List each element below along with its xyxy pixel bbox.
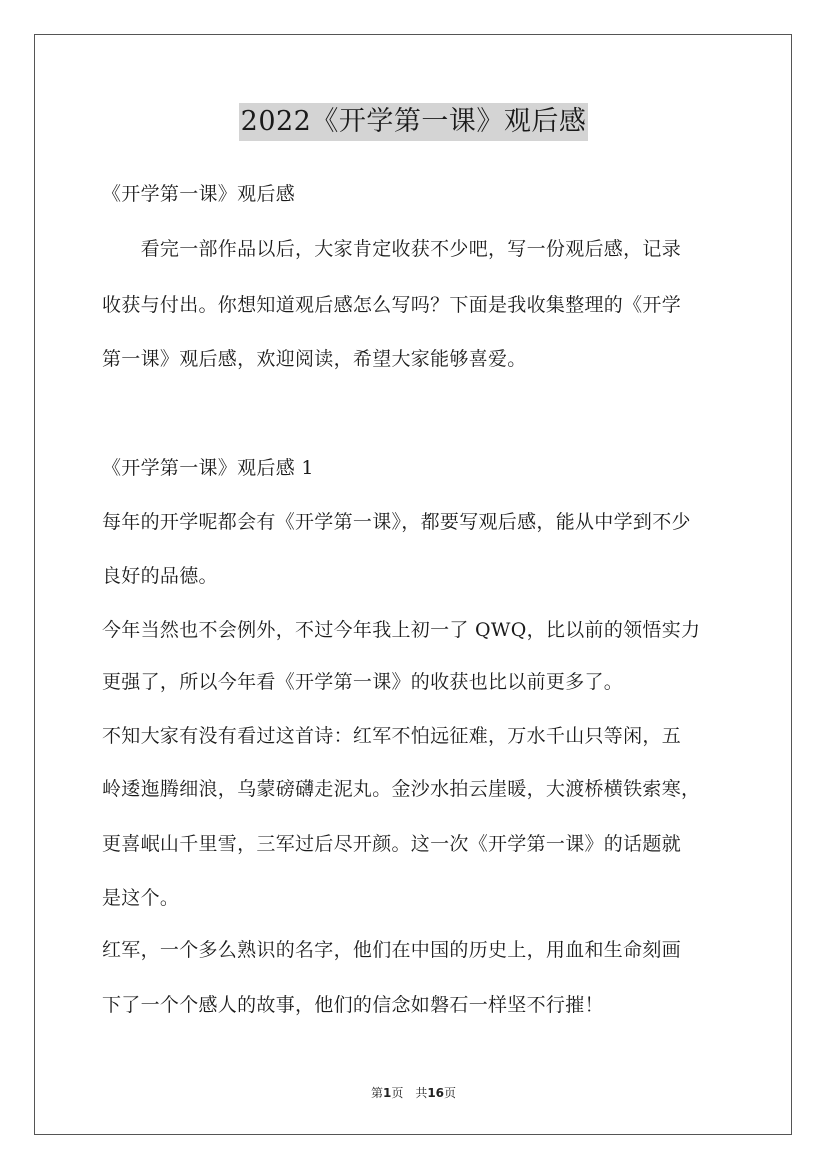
paragraph-line: 今年当然也不会例外，不过今年我上初一了 QWQ，比以前的领悟实力 [102, 619, 701, 641]
paragraph-line: 每年的开学呢都会有《开学第一课》，都要写观后感，能从中学到不少 [102, 511, 691, 533]
subtitle: 《开学第一课》观后感 [102, 183, 296, 205]
footer-page-mid: 页 共 [391, 1086, 428, 1100]
footer-page-current: 1 [382, 1086, 392, 1100]
section-heading: 《开学第一课》观后感 1 [102, 457, 314, 479]
paragraph-line: 岭逶迤腾细浪，乌蒙磅礴走泥丸。金沙水拍云崖暖，大渡桥横铁索寒， [102, 778, 701, 800]
paragraph-line: 更强了，所以今年看《开学第一课》的收获也比以前更多了。 [102, 671, 624, 693]
document-title: 2022《开学第一课》观后感 [239, 103, 589, 141]
footer-page-suffix: 页 [444, 1086, 457, 1100]
footer-page-total: 16 [427, 1086, 445, 1100]
paragraph-line: 良好的品德。 [102, 565, 218, 587]
paragraph-line: 下了一个个感人的故事，他们的信念如磐石一样坚不行摧！ [102, 994, 604, 1016]
paragraph-line: 红军，一个多么熟识的名字，他们在中国的历史上，用血和生命刻画 [102, 939, 682, 961]
paragraph-line: 更喜岷山千里雪，三军过后尽开颜。这一次《开学第一课》的话题就 [102, 833, 682, 855]
paragraph-line: 不知大家有没有看过这首诗：红军不怕远征难，万水千山只等闲，五 [102, 725, 682, 747]
paragraph-line: 看完一部作品以后，大家肯定收获不少吧，写一份观后感，记录 [102, 238, 682, 260]
paragraph-line: 收获与付出。你想知道观后感怎么写吗？下面是我收集整理的《开学 [102, 294, 682, 316]
paragraph-line: 是这个。 [102, 887, 180, 909]
page-footer [0, 1084, 827, 1101]
paragraph-line: 第一课》观后感，欢迎阅读，希望大家能够喜爱。 [102, 348, 527, 370]
title-wrap [0, 103, 827, 141]
footer-page-prefix: 第 [370, 1086, 383, 1100]
